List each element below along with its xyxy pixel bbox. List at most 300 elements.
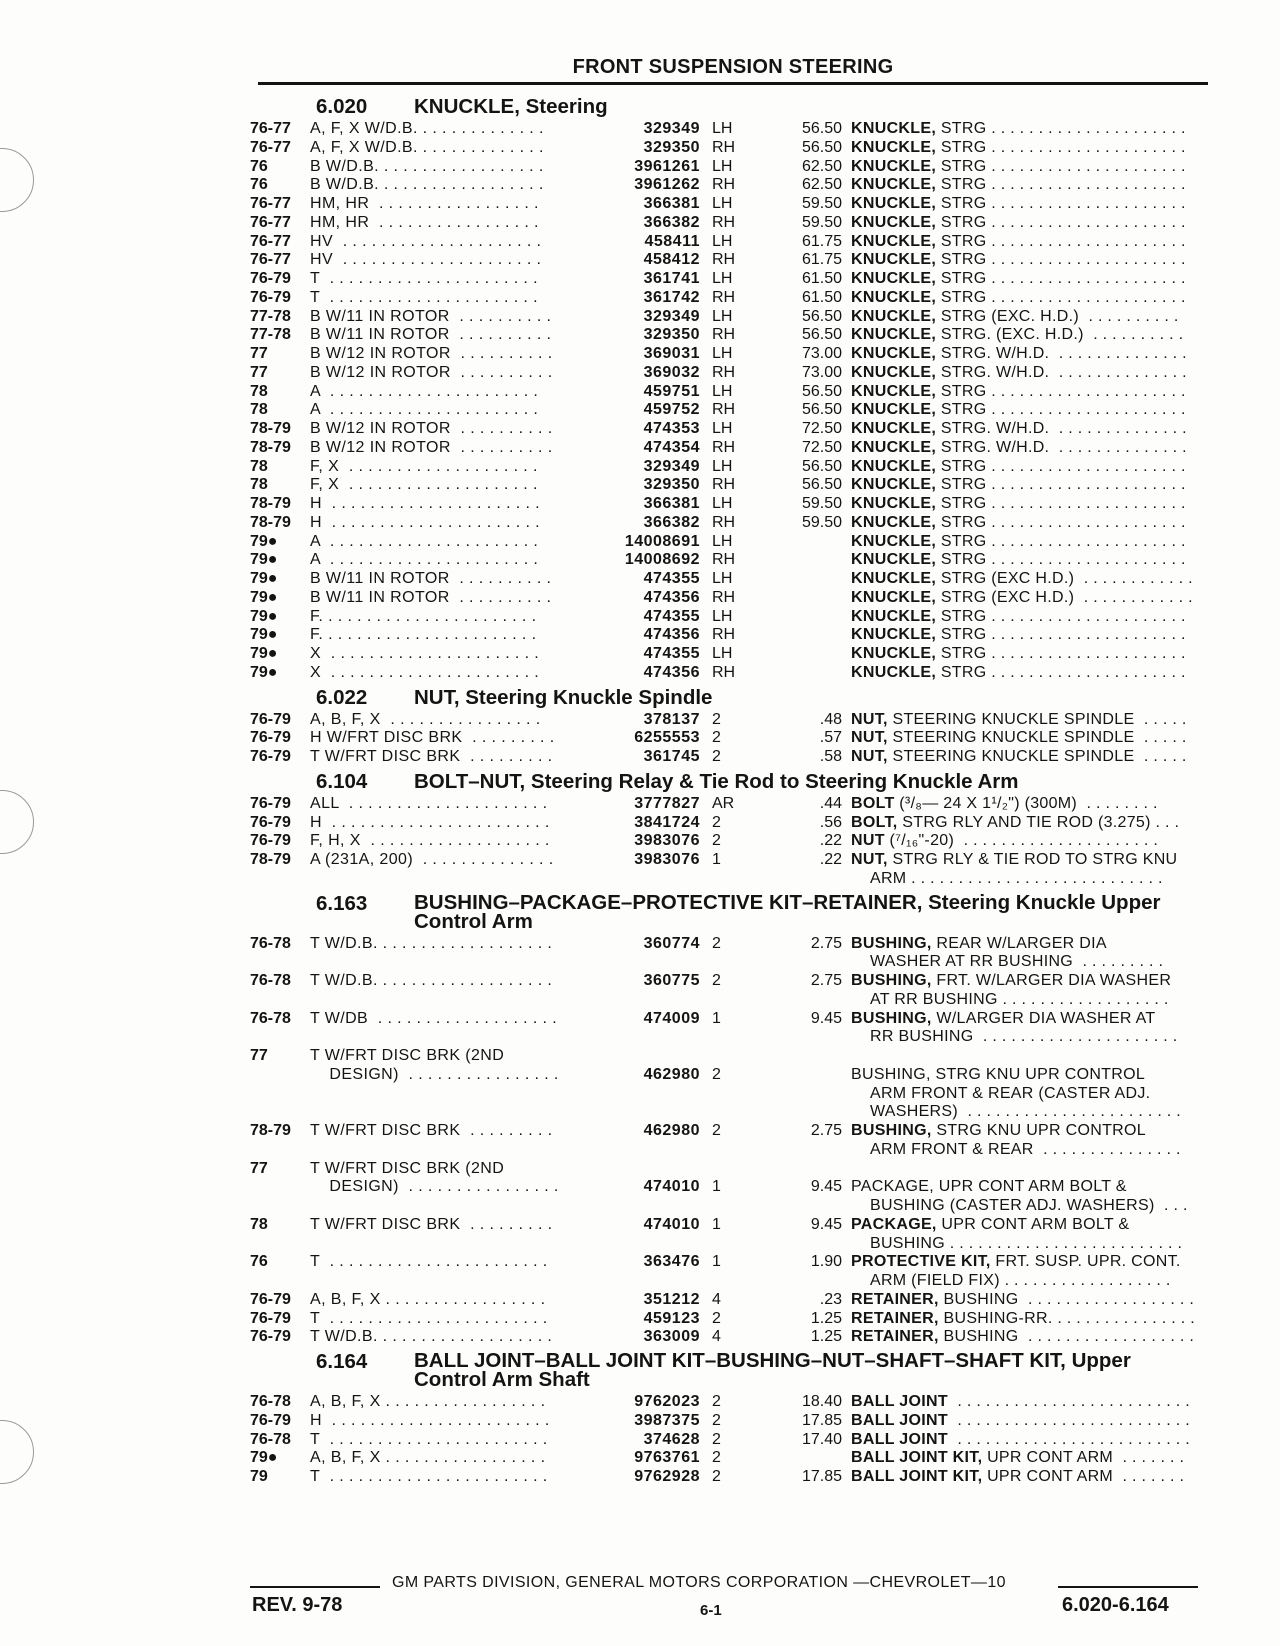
year-cell: 77-78 <box>250 307 291 325</box>
item-description: PACKAGE, UPR CONT ARM BOLT & BUSHING (CASTER ADJ. WASHERS) . . . <box>851 1178 1188 1214</box>
description-cell <box>851 551 1206 570</box>
price-cell: .48 <box>819 710 842 728</box>
item-description: (³/₈— 24 X 1¹/₂") (300M) . . . . . . . . <box>894 794 1158 812</box>
quantity-cell: 2 <box>712 1065 721 1083</box>
quantity-cell: RH <box>712 513 736 531</box>
description-cell <box>851 1010 1206 1048</box>
item-description: STRG. W/H.D. . . . . . . . . . . . . . . <box>936 345 1187 362</box>
part-number-cell: 329350 <box>643 476 700 494</box>
table-row <box>250 420 1210 439</box>
quantity-cell: 2 <box>712 729 721 747</box>
part-number-cell: 14008691 <box>624 532 700 550</box>
part-number-cell: 351212 <box>643 1290 700 1308</box>
section-spacer <box>250 1487 1210 1491</box>
item-description: STRG (EXC H.D.) . . . . . . . . . . . . <box>936 570 1193 587</box>
part-number-cell: 329349 <box>643 307 700 325</box>
price-cell: 9.45 <box>810 1009 842 1027</box>
part-number-cell: 9763761 <box>634 1449 700 1467</box>
application-cell: T . . . . . . . . . . . . . . . . . . . . . . . <box>310 1468 548 1485</box>
table-row <box>250 270 1210 289</box>
description-cell <box>851 139 1206 158</box>
description-cell <box>851 1310 1206 1329</box>
item-description: FRT. SUSP. UPR. CONT. ARM (FIELD FIX) . . . . . . . . . . . . . . . . . . <box>869 1253 1181 1289</box>
application-cell: H . . . . . . . . . . . . . . . . . . . . . . . <box>310 1411 550 1429</box>
application-cell: H . . . . . . . . . . . . . . . . . . . . . . . <box>310 813 550 831</box>
application-cell: T . . . . . . . . . . . . . . . . . . . . . . . <box>310 1430 548 1448</box>
description-cell <box>851 1449 1206 1468</box>
quantity-cell: 2 <box>712 1449 721 1467</box>
part-number-cell: 459751 <box>643 382 700 400</box>
table-row <box>250 570 1210 589</box>
item-description: STRG. W/H.D. . . . . . . . . . . . . . . <box>936 438 1187 456</box>
price-cell: .22 <box>819 851 842 868</box>
item-name: PACKAGE, <box>851 1215 937 1233</box>
table-row <box>250 533 1210 552</box>
table-row <box>250 1047 1210 1122</box>
year-cell: 78-79 <box>250 495 291 512</box>
item-name: BALL JOINT KIT, <box>851 1449 983 1467</box>
quantity-cell: 2 <box>712 1309 721 1327</box>
section-heading: BUSHING–PACKAGE–PROTECTIVE KIT–RETAINER, Steering Knuckle Upper Control Arm <box>414 890 1161 933</box>
year-cell: 76-77 <box>250 138 291 156</box>
item-name: RETAINER, <box>851 1309 939 1327</box>
application-cell: A, B, F, X . . . . . . . . . . . . . . . . . <box>310 1393 546 1410</box>
table-row <box>250 1310 1210 1329</box>
application-cell: B W/11 IN ROTOR . . . . . . . . . . <box>310 326 552 344</box>
year-cell: 76-79 <box>250 729 291 747</box>
quantity-cell: RH <box>712 288 736 306</box>
application-cell: T W/FRT DISC BRK . . . . . . . . . <box>310 1215 553 1233</box>
item-name: BOLT, <box>851 813 898 831</box>
table-row <box>250 711 1210 730</box>
quantity-cell: RH <box>712 588 736 606</box>
quantity-cell: LH <box>712 420 733 437</box>
part-number-cell: 474354 <box>643 438 700 456</box>
quantity-cell: 2 <box>712 934 721 952</box>
quantity-cell: LH <box>712 532 733 550</box>
item-description: W/LARGER DIA WASHER AT RR BUSHING . . . . . . . . . . . . . . . . . . . . . <box>869 1009 1178 1046</box>
table-row <box>250 383 1210 402</box>
description-cell <box>851 1122 1206 1160</box>
item-description: STRG . . . . . . . . . . . . . . . . . . . . . <box>936 138 1186 156</box>
part-number-cell: 458411 <box>644 232 700 250</box>
year-cell: 76-79 <box>250 813 291 831</box>
quantity-cell: 1 <box>712 851 721 868</box>
part-number-cell: 329349 <box>643 457 700 475</box>
application-cell: T . . . . . . . . . . . . . . . . . . . . . . <box>310 288 538 306</box>
part-number-cell: 369031 <box>643 345 700 362</box>
item-name: BALL JOINT KIT, <box>851 1468 983 1485</box>
price-cell: 17.85 <box>801 1411 842 1429</box>
table-row <box>250 1393 1210 1412</box>
item-name: KNUCKLE, <box>851 176 937 194</box>
price-cell: 61.75 <box>801 232 842 250</box>
part-number-cell: 3961262 <box>634 176 700 194</box>
application-cell: B W/12 IN ROTOR . . . . . . . . . . <box>310 363 553 381</box>
section-number: 6.104 <box>316 769 368 793</box>
item-description: (⁷/₁₆"-20) . . . . . . . . . . . . . . . . . . . . . <box>884 832 1159 850</box>
table-row <box>250 1160 1210 1216</box>
year-cell: 76-77 <box>250 195 291 212</box>
item-description: REAR W/LARGER DIA WASHER AT RR BUSHING . . . . . . . . . <box>869 934 1164 971</box>
quantity-cell: RH <box>712 551 736 569</box>
item-name: KNUCKLE, <box>851 401 937 419</box>
quantity-cell: RH <box>712 663 736 681</box>
part-number-cell: 474356 <box>643 663 700 681</box>
table-row <box>250 1431 1210 1450</box>
table-row <box>250 664 1210 683</box>
part-number-cell: 374628 <box>643 1430 700 1448</box>
table-row <box>250 1122 1210 1160</box>
description-cell <box>851 645 1206 664</box>
year-cell: 79 <box>250 1468 268 1485</box>
application-cell: A . . . . . . . . . . . . . . . . . . . . . . <box>310 401 539 419</box>
part-number-cell: 458412 <box>643 251 700 269</box>
item-name: KNUCKLE, <box>851 570 937 587</box>
year-cell: 76 <box>250 157 268 175</box>
quantity-cell: 4 <box>712 1290 721 1308</box>
price-cell: 56.50 <box>801 401 842 419</box>
application-cell: H . . . . . . . . . . . . . . . . . . . . . . <box>310 495 540 512</box>
description-cell <box>851 176 1206 195</box>
table-row <box>250 589 1210 608</box>
part-number-cell: 14008692 <box>624 551 700 569</box>
section-number: 6.020 <box>316 95 368 118</box>
price-cell: 9.45 <box>810 1178 842 1196</box>
table-row <box>250 645 1210 664</box>
year-cell: 76-79 <box>250 710 291 728</box>
item-description: STRG . . . . . . . . . . . . . . . . . . . . . <box>936 551 1186 569</box>
quantity-cell: 2 <box>712 813 721 831</box>
description-cell <box>851 364 1206 383</box>
description-cell <box>851 935 1206 973</box>
item-description: STEERING KNUCKLE SPINDLE . . . . . <box>887 748 1187 765</box>
table-row <box>250 176 1210 195</box>
footer-section-range: 6.020-6.164 <box>1062 1594 1169 1616</box>
description-cell <box>851 589 1206 608</box>
item-description: STRG . . . . . . . . . . . . . . . . . . . . . <box>936 270 1186 287</box>
price-cell: 1.90 <box>810 1253 842 1271</box>
table-row <box>250 748 1210 767</box>
item-name: KNUCKLE, <box>851 607 937 625</box>
price-cell: 56.50 <box>801 457 842 475</box>
part-number-cell: 363476 <box>643 1253 700 1271</box>
header-rule <box>258 82 1208 85</box>
item-name: KNUCKLE, <box>851 232 937 250</box>
item-description: STRG RLY & TIE ROD TO STRG KNU ARM . . . . . . . . . . . . . . . . . . . . . . . . . . . <box>869 851 1178 887</box>
year-cell: 76-79 <box>250 270 291 287</box>
part-number-cell: 361745 <box>643 748 700 765</box>
year-cell: 79● <box>250 626 278 644</box>
item-name: KNUCKLE, <box>851 495 937 512</box>
quantity-cell: LH <box>712 457 733 475</box>
application-cell: F. . . . . . . . . . . . . . . . . . . . . . . <box>310 607 537 625</box>
item-name: BUSHING, <box>851 934 932 952</box>
footer-page-number: 6-1 <box>700 1602 722 1619</box>
item-description: STRG . . . . . . . . . . . . . . . . . . . . . <box>936 382 1186 400</box>
part-number-cell: 462980 <box>643 1065 700 1083</box>
item-description: STRG . . . . . . . . . . . . . . . . . . . . . <box>936 513 1186 531</box>
price-cell: 2.75 <box>810 1122 842 1139</box>
price-cell: .44 <box>819 794 842 812</box>
application-cell: HV . . . . . . . . . . . . . . . . . . . . . <box>310 251 542 269</box>
table-row <box>250 139 1210 158</box>
description-cell <box>851 233 1206 252</box>
description-cell <box>851 458 1206 477</box>
table-row <box>250 495 1210 514</box>
description-cell <box>851 308 1206 327</box>
binder-hole-middle <box>0 790 34 854</box>
description-cell <box>851 972 1206 1010</box>
description-cell <box>851 326 1206 345</box>
year-cell: 76-77 <box>250 213 291 231</box>
part-number-cell: 462980 <box>643 1122 700 1139</box>
application-cell: T W/FRT DISC BRK . . . . . . . . . <box>310 748 553 765</box>
quantity-cell: RH <box>712 438 736 456</box>
application-cell: F, X . . . . . . . . . . . . . . . . . . . . <box>310 476 538 494</box>
table-row <box>250 476 1210 495</box>
quantity-cell: LH <box>712 195 733 212</box>
application-cell: A . . . . . . . . . . . . . . . . . . . . . . <box>310 551 539 569</box>
item-description: STRG. (EXC. H.D.) . . . . . . . . . . <box>936 326 1184 344</box>
part-number-cell: 3987375 <box>634 1411 700 1429</box>
year-cell: 78 <box>250 476 268 494</box>
quantity-cell: LH <box>712 345 733 362</box>
table-row <box>250 551 1210 570</box>
year-cell: 78 <box>250 457 268 475</box>
year-cell: 76-78 <box>250 1430 291 1448</box>
application-cell: T W/FRT DISC BRK . . . . . . . . . <box>310 1122 553 1139</box>
table-row <box>250 458 1210 477</box>
year-cell: 76-78 <box>250 972 291 989</box>
footer-revision: REV. 9-78 <box>252 1594 343 1616</box>
item-name: KNUCKLE, <box>851 138 937 156</box>
item-description: STEERING KNUCKLE SPINDLE . . . . . <box>887 710 1187 728</box>
table-row <box>250 1468 1210 1487</box>
item-name: KNUCKLE, <box>851 157 937 175</box>
table-row <box>250 626 1210 645</box>
table-row <box>250 214 1210 233</box>
table-row <box>250 364 1210 383</box>
table-row <box>250 935 1210 973</box>
description-cell <box>851 1328 1206 1347</box>
table-row <box>250 120 1210 139</box>
price-cell: 2.75 <box>810 934 842 952</box>
year-cell: 79● <box>250 551 278 569</box>
quantity-cell: 2 <box>712 1430 721 1448</box>
application-cell: H W/FRT DISC BRK . . . . . . . . . <box>310 729 555 747</box>
part-number-cell: 369032 <box>643 363 700 381</box>
year-cell: 76-77 <box>250 232 291 250</box>
table-row <box>250 1010 1210 1048</box>
price-cell: 2.75 <box>810 972 842 989</box>
quantity-cell: LH <box>712 570 733 587</box>
year-cell: 77 <box>250 1159 268 1177</box>
description-cell <box>851 1047 1206 1122</box>
part-number-cell: 366381 <box>643 195 700 212</box>
table-row <box>250 326 1210 345</box>
year-cell: 77 <box>250 363 268 381</box>
item-description: STRG . . . . . . . . . . . . . . . . . . . . . <box>936 476 1186 494</box>
item-description: STRG . . . . . . . . . . . . . . . . . . . . . <box>936 195 1186 212</box>
price-cell: 17.85 <box>801 1468 842 1485</box>
price-cell: 1.25 <box>810 1309 842 1327</box>
description-cell <box>851 214 1206 233</box>
price-cell: 56.50 <box>801 326 842 344</box>
description-cell <box>851 270 1206 289</box>
section-heading: BOLT–NUT, Steering Relay & Tie Rod to Steering Knuckle Arm <box>414 769 1019 793</box>
part-number-cell: 361741 <box>643 270 700 287</box>
application-cell: F. . . . . . . . . . . . . . . . . . . . . . . <box>310 626 537 644</box>
application-cell: B W/D.B. . . . . . . . . . . . . . . . . . <box>310 176 544 194</box>
item-description: BUSHING . . . . . . . . . . . . . . . . . . <box>938 1290 1195 1308</box>
part-number-cell: 3841724 <box>634 813 700 831</box>
section-heading: BALL JOINT–BALL JOINT KIT–BUSHING–NUT–SHAFT–SHAFT KIT, Upper Control Arm Shaft <box>414 1349 1131 1391</box>
item-name: KNUCKLE, <box>851 551 937 569</box>
price-cell: .58 <box>819 748 842 765</box>
section-number: 6.163 <box>316 891 368 915</box>
description-cell <box>851 851 1206 889</box>
table-row <box>250 1253 1210 1291</box>
price-cell: .57 <box>819 729 842 747</box>
item-description: STRG KNU UPR CONTROL ARM FRONT & REAR . . . . . . . . . . . . . . . <box>869 1122 1181 1158</box>
quantity-cell: 1 <box>712 1009 721 1027</box>
section-number: 6.022 <box>316 685 368 709</box>
part-number-cell: 3777827 <box>634 794 700 812</box>
part-number-cell: 3983076 <box>634 851 700 868</box>
description-cell <box>851 514 1206 533</box>
binder-hole-top <box>0 148 34 212</box>
quantity-cell: LH <box>712 270 733 287</box>
item-description: STEERING KNUCKLE SPINDLE . . . . . <box>887 729 1187 747</box>
item-name: KNUCKLE, <box>851 626 937 644</box>
year-cell: 76-79 <box>250 794 291 812</box>
application-cell: T . . . . . . . . . . . . . . . . . . . . . . <box>310 270 538 287</box>
year-cell: 78-79 <box>250 1122 291 1139</box>
quantity-cell: 2 <box>712 1468 721 1485</box>
part-number-cell: 329349 <box>643 120 700 137</box>
year-cell: 77 <box>250 1047 268 1064</box>
item-name: RETAINER, <box>851 1290 939 1308</box>
year-cell: 76-77 <box>250 120 291 137</box>
item-name: BALL JOINT <box>851 1430 948 1448</box>
footer-rule-left <box>250 1586 380 1588</box>
year-cell: 79● <box>250 1449 278 1467</box>
description-cell <box>851 401 1206 420</box>
year-cell: 78-79 <box>250 420 291 437</box>
description-cell <box>851 626 1206 645</box>
part-number-cell: 366381 <box>643 495 700 512</box>
item-description: . . . . . . . . . . . . . . . . . . . . . . . . . <box>947 1411 1190 1429</box>
application-cell: A . . . . . . . . . . . . . . . . . . . . . . <box>310 382 539 400</box>
description-cell <box>851 383 1206 402</box>
item-description: FRT. W/LARGER DIA WASHER AT RR BUSHING . . . . . . . . . . . . . . . . . . <box>869 972 1172 1008</box>
quantity-cell: LH <box>712 645 733 662</box>
application-cell: T . . . . . . . . . . . . . . . . . . . . . . . <box>310 1309 548 1327</box>
item-name: PROTECTIVE KIT, <box>851 1253 991 1271</box>
item-description: STRG . . . . . . . . . . . . . . . . . . . . . <box>936 401 1186 419</box>
year-cell: 76-79 <box>250 1411 291 1429</box>
description-cell <box>851 664 1206 683</box>
quantity-cell: RH <box>712 401 736 419</box>
year-cell: 77 <box>250 345 268 362</box>
quantity-cell: 2 <box>712 972 721 989</box>
item-description: STRG . . . . . . . . . . . . . . . . . . . . . <box>936 120 1186 137</box>
item-description: STRG . . . . . . . . . . . . . . . . . . . . . <box>936 495 1186 512</box>
year-cell: 78 <box>250 1215 268 1233</box>
year-cell: 79● <box>250 532 278 550</box>
application-cell: A (231A, 200) . . . . . . . . . . . . . . <box>310 851 554 868</box>
description-cell <box>851 795 1206 814</box>
application-cell: A, B, F, X . . . . . . . . . . . . . . . . . <box>310 1449 546 1467</box>
section-title <box>250 771 1210 795</box>
item-name: KNUCKLE, <box>851 457 937 475</box>
item-name: KNUCKLE, <box>851 420 937 437</box>
year-cell: 76-78 <box>250 1009 291 1027</box>
application-cell: F, H, X . . . . . . . . . . . . . . . . . . . <box>310 832 550 850</box>
part-number-cell: 474355 <box>643 645 700 662</box>
quantity-cell: 1 <box>712 1215 721 1233</box>
quantity-cell: RH <box>712 476 736 494</box>
item-name: KNUCKLE, <box>851 345 937 362</box>
description-cell <box>851 1253 1206 1291</box>
item-name: KNUCKLE, <box>851 382 937 400</box>
price-cell: 72.50 <box>801 438 842 456</box>
price-cell: 56.50 <box>801 382 842 400</box>
item-name: KNUCKLE, <box>851 363 937 381</box>
table-row <box>250 851 1210 889</box>
application-cell: T W/FRT DISC BRK (2ND DESIGN) . . . . . . . . . . . . . . . . <box>310 1047 559 1083</box>
quantity-cell: RH <box>712 176 736 194</box>
quantity-cell: RH <box>712 326 736 344</box>
description-cell <box>851 1291 1206 1310</box>
price-cell: 61.50 <box>801 270 842 287</box>
application-cell: HM, HR . . . . . . . . . . . . . . . . . <box>310 195 539 212</box>
item-name: KNUCKLE, <box>851 120 937 137</box>
part-number-cell: 366382 <box>643 213 700 231</box>
part-number-cell: 9762928 <box>634 1468 700 1485</box>
price-cell: 17.40 <box>801 1430 842 1448</box>
price-cell: 1.25 <box>810 1328 842 1346</box>
application-cell: HV . . . . . . . . . . . . . . . . . . . . . <box>310 232 542 250</box>
application-cell: A . . . . . . . . . . . . . . . . . . . . . . <box>310 532 539 550</box>
price-cell: 73.00 <box>801 363 842 381</box>
part-number-cell: 361742 <box>643 288 700 306</box>
part-number-cell: 474010 <box>643 1178 700 1196</box>
application-cell: HM, HR . . . . . . . . . . . . . . . . . <box>310 213 539 231</box>
item-description: STRG . . . . . . . . . . . . . . . . . . . . . <box>936 176 1186 194</box>
description-cell <box>851 1412 1206 1431</box>
quantity-cell: RH <box>712 213 736 231</box>
table-row <box>250 795 1210 814</box>
description-cell <box>851 729 1206 748</box>
item-description: STRG . . . . . . . . . . . . . . . . . . . . . <box>936 607 1186 625</box>
part-number-cell: 474356 <box>643 588 700 606</box>
price-cell: 62.50 <box>801 157 842 175</box>
table-row <box>250 814 1210 833</box>
description-cell <box>851 533 1206 552</box>
description-cell <box>851 345 1206 364</box>
price-cell: 59.50 <box>801 195 842 212</box>
item-name: KNUCKLE, <box>851 532 937 550</box>
item-description: STRG (EXC H.D.) . . . . . . . . . . . . <box>936 588 1193 606</box>
table-row <box>250 233 1210 252</box>
part-number-cell: 360775 <box>643 972 700 989</box>
part-number-cell: 3983076 <box>634 832 700 850</box>
description-cell <box>851 711 1206 730</box>
description-cell <box>851 251 1206 270</box>
quantity-cell: LH <box>712 495 733 512</box>
